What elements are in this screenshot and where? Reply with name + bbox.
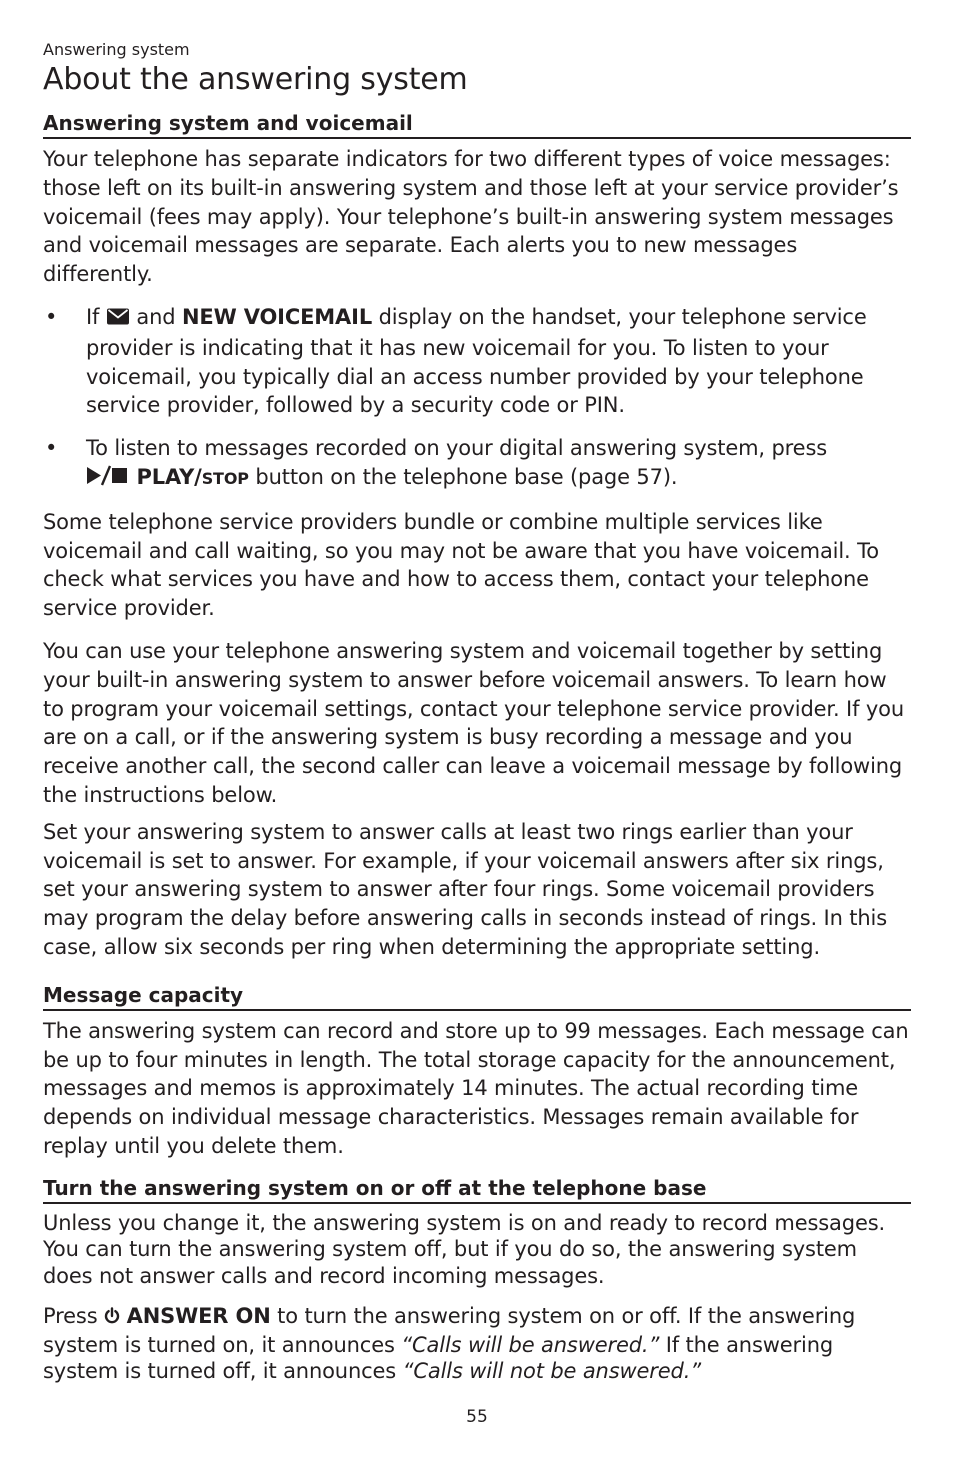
new-voicemail-keyword: NEW VOICEMAIL: [181, 304, 373, 329]
bullet-list: [43, 303, 911, 494]
announcement-off: “Calls will not be answered.”: [402, 1359, 701, 1384]
paragraph-text: Press: [43, 1304, 98, 1329]
section-message-capacity: [43, 982, 911, 1161]
play-keyword: PLAY/: [136, 464, 202, 489]
paragraph-bundled-services: Some telephone service providers bundle or combine multiple services like voicemail and call waiting, so you may not be aware that you have voicemail. To check what services you have and how to access them, contact your telephone service provider.: [43, 509, 879, 621]
bullet-text: If: [86, 304, 100, 329]
section-heading: Message capacity: [43, 982, 911, 1011]
paragraph-default-state: Unless you change it, the answering system is on and ready to record messages. You can turn the answering system off, but if you do so, the answering system does not answer calls and record incoming messages.: [43, 1210, 886, 1288]
paragraph-ring-settings: Set your answering system to answer calls at least two rings earlier than your voicemail is set to answer. For example, if your voicemail answers after six rings, set your answering system to answer after four rings. Some voicemail providers may program the delay before answering calls in seconds instead of rings. In this case, allow six seconds per ring when determining the appropriate setting.: [43, 819, 888, 959]
section-heading: Turn the answering system on or off at the telephone base: [43, 1175, 911, 1204]
manual-page: [43, 40, 911, 1385]
envelope-icon: [106, 305, 130, 334]
intro-paragraph: Your telephone has separate indicators for two different types of voice messages: those left on its built-in answering system and those left at your service provider’s voicemail (fees may apply). Your telephone’s built-in answering system messages and voicemail messages are separate. Each alerts you to new messages differently.: [43, 147, 899, 287]
section-turn-on-off: [43, 1175, 911, 1385]
bullet-text: and: [136, 304, 176, 329]
paragraph-capacity: The answering system can record and store up to 99 messages. Each message can be up to four minutes in length. The total storage capacity for the announcement, messages and memos is approximately 14 minutes. The actual recording time depends on individual message characteristics. Messages remain available for replay until you delete them.: [43, 1018, 909, 1158]
bullet-text: button on the telephone base (page 57).: [255, 464, 678, 489]
bullet-item-play-stop: [43, 434, 911, 494]
play-stop-icon: [86, 465, 130, 494]
section-answering-system-and-voicemail: [43, 110, 911, 962]
paragraph-text: to turn the answering system on or off. If the answering system is turned on, it announces: [43, 1304, 856, 1357]
running-head: Answering system: [43, 40, 190, 59]
bullet-text: To listen to messages recorded on your digital answering system, press: [86, 436, 828, 461]
page-title: About the answering system: [43, 62, 468, 97]
bullet-marker: •: [45, 436, 58, 461]
announcement-on: “Calls will be answered.”: [401, 1332, 660, 1357]
bullet-item-new-voicemail: [43, 303, 911, 420]
page-number: 55: [466, 1407, 488, 1427]
answer-on-keyword: ANSWER ON: [126, 1304, 271, 1329]
stop-keyword: STOP: [201, 468, 249, 488]
paragraph-text: If the answering system is turned off, it announces: [43, 1332, 834, 1384]
section-heading: Answering system and voicemail: [43, 110, 911, 139]
bullet-text: display on the handset, your telephone service provider is indicating that it has new voicemail for you. To listen to your voicemail, you typically dial an access number provided by your telephone service provider, followed by a security code or PIN.: [86, 304, 867, 418]
bullet-marker: •: [45, 304, 58, 329]
paragraph-use-together: You can use your telephone answering system and voicemail together by setting your built-in answering system to answer before voicemail answers. To learn how to program your voicemail settings, contact your telephone service provider. If you are on a call, or if the answering system is busy recording a message and you receive another call, the second caller can leave a voicemail message by following the instructions below.: [43, 638, 904, 807]
paragraph-answer-on: [43, 1303, 911, 1385]
power-icon: [104, 1305, 120, 1332]
